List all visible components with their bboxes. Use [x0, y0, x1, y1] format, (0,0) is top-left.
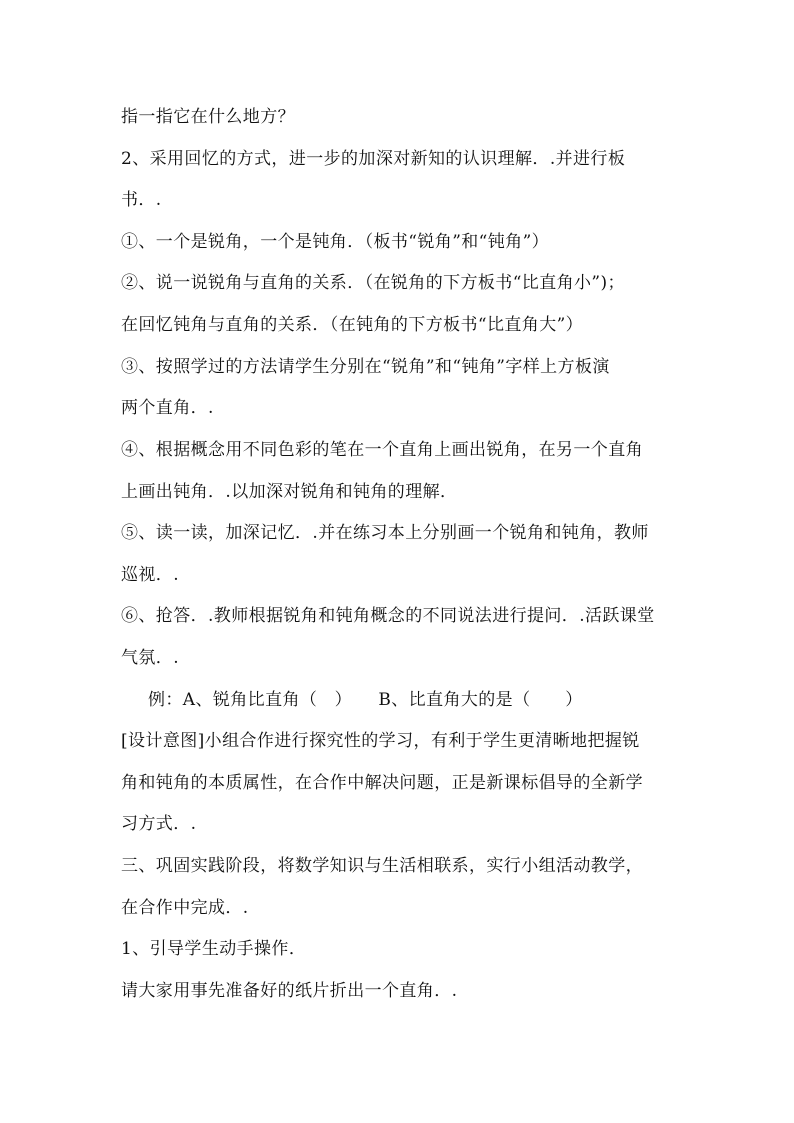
text-line: 书．. [121, 190, 162, 210]
text-line: ①、一个是锐角，一个是钝角．（板书“锐角”和“钝角”） [121, 232, 550, 252]
text-line: 2、采用回忆的方式，进一步的加深对新知的认识理解．.并进行板 [121, 149, 626, 169]
text-line: 气氛．. [121, 648, 180, 668]
text-line: 在回忆钝角与直角的关系．（在钝角的下方板书“比直角大”） [121, 315, 584, 335]
text-line: 巡视．. [121, 565, 180, 585]
text-line: ④、根据概念用不同色彩的笔在一个直角上画出锐角，在另一个直角 [121, 440, 643, 460]
text-line: 两个直角．. [121, 398, 214, 418]
text-line: 指一指它在什么地方？ [121, 107, 295, 127]
text-line: 习方式．. [121, 814, 197, 834]
text-line: 角和钝角的本质属性，在合作中解决问题，正是新课标倡导的全新学 [121, 773, 643, 793]
text-line: ⑥、抢答．.教师根据锐角和钝角概念的不同说法进行提问．.活跃课堂 [121, 606, 655, 626]
example-line: 例：A、锐角比直角（ ） B、比直角大的是（ ） [148, 690, 583, 710]
text-line: 1、引导学生动手操作． [121, 939, 307, 959]
text-line: ②、说一说锐角与直角的关系．（在锐角的下方板书“比直角小”)； [121, 273, 625, 293]
text-line: 在合作中完成．. [121, 898, 249, 918]
text-line: ⑤、读一读，加深记忆．.并在练习本上分别画一个锐角和钝角，教师 [121, 523, 649, 543]
text-line: 请大家用事先准备好的纸片折出一个直角．. [121, 981, 458, 1001]
text-line: 三、巩固实践阶段，将数学知识与生活相联系，实行小组活动教学， [121, 856, 643, 876]
text-line: [设计意图]小组合作进行探究性的学习，有利于学生更清晰地把握锐 [121, 731, 640, 751]
text-line: ③、按照学过的方法请学生分别在“锐角”和“钝角”字样上方板演 [121, 357, 610, 377]
text-line: 上画出钝角．.以加深对锐角和钝角的理解． [121, 482, 458, 502]
